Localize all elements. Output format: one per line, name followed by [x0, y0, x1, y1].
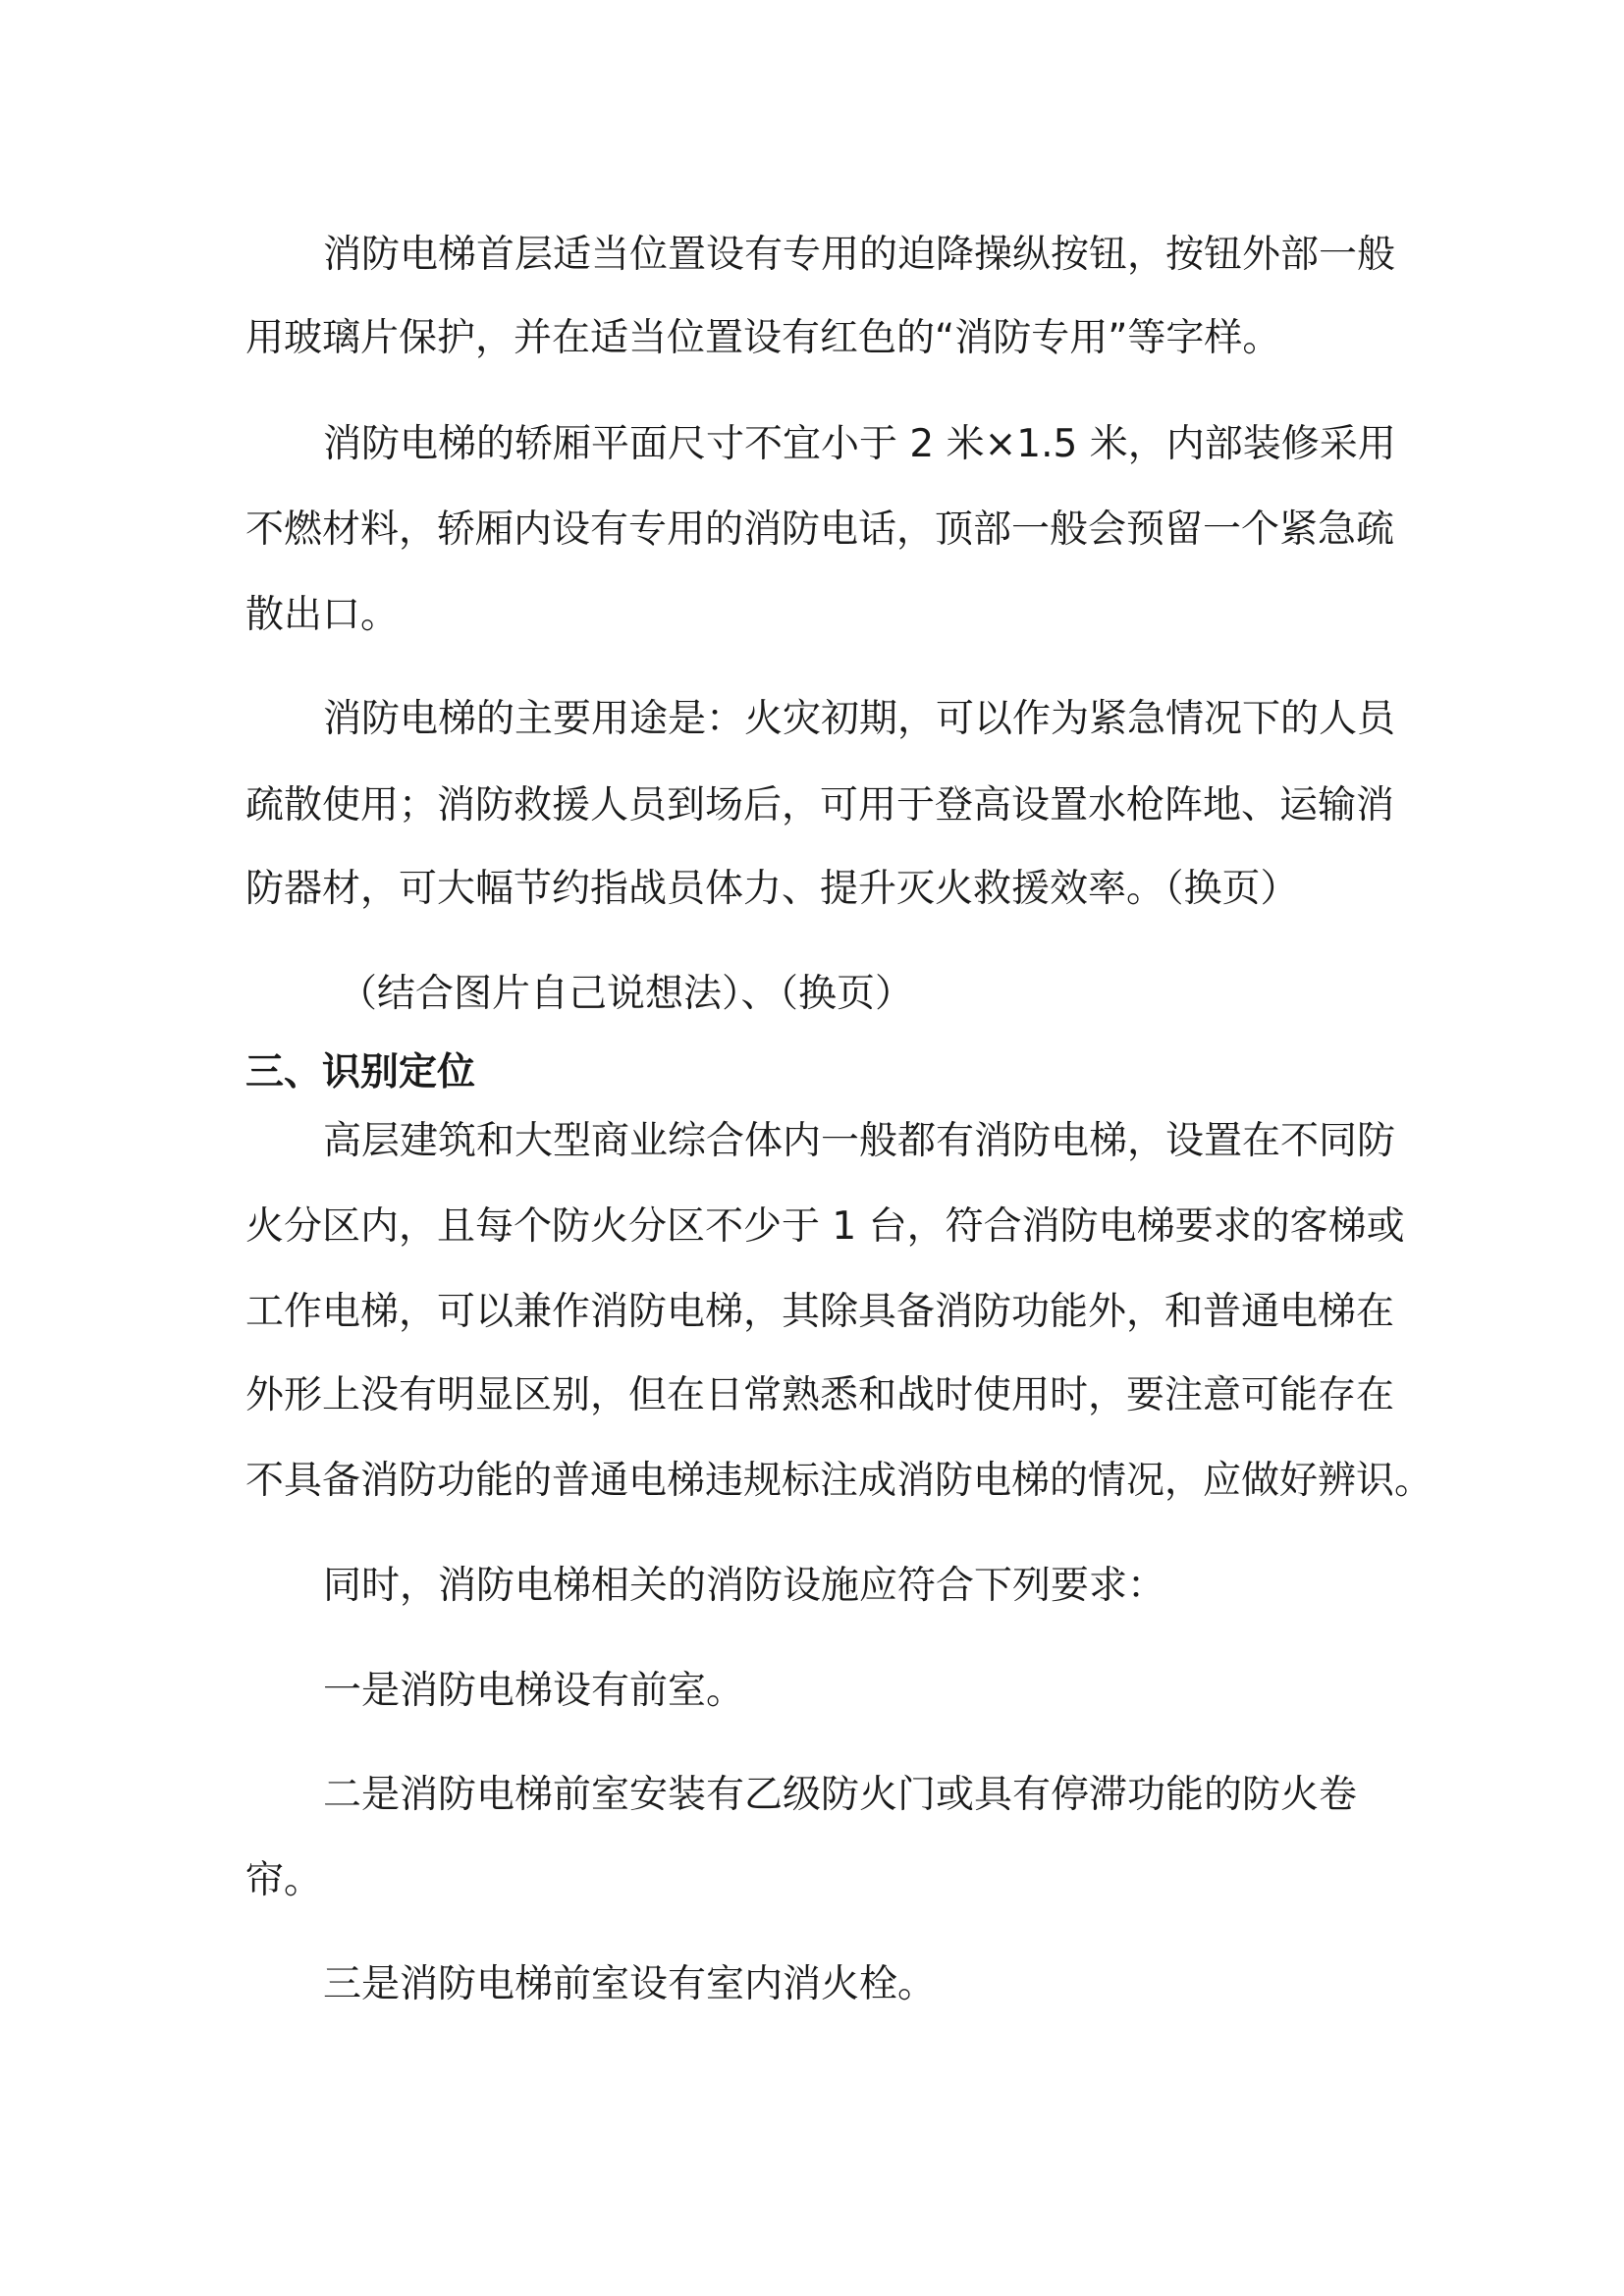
- para5-line: 同时，消防电梯相关的消防设施应符合下列要求：: [323, 1564, 1166, 1608]
- item2-line2: 帘。: [245, 1858, 323, 1902]
- item3-line: 三是消防电梯前室设有室内消火栓。: [323, 1962, 937, 2006]
- para3-line1: 消防电梯的主要用途是：火灾初期，可以作为紧急情况下的人员: [323, 697, 1396, 741]
- item2-line1: 二是消防电梯前室安装有乙级防火门或具有停滞功能的防火卷: [323, 1773, 1358, 1817]
- para4-line1: 高层建筑和大型商业综合体内一般都有消防电梯，设置在不同防: [323, 1119, 1396, 1163]
- item1-line: 一是消防电梯设有前室。: [323, 1669, 745, 1713]
- para1-line1: 消防电梯首层适当位置设有专用的迫降操纵按钮，按钮外部一般: [323, 233, 1396, 277]
- para2-line2: 不燃材料，轿厢内设有专用的消防电话，顶部一般会预留一个紧急疏: [245, 507, 1395, 552]
- para2-line1: 消防电梯的轿厢平面尺寸不宜小于 2 米×1.5 米，内部装修采用: [323, 422, 1396, 466]
- para3-line2: 疏散使用；消防救援人员到场后，可用于登高设置水枪阵地、运输消: [245, 783, 1395, 828]
- para4-line4: 外形上没有明显区别，但在日常熟悉和战时使用时，要注意可能存在: [245, 1373, 1395, 1417]
- para4-line3: 工作电梯，可以兼作消防电梯，其除具备消防功能外，和普通电梯在: [245, 1290, 1395, 1334]
- section-heading: 三、识别定位: [245, 1050, 476, 1095]
- para1-line2: 用玻璃片保护，并在适当位置设有红色的“消防专用”等字样。: [245, 316, 1281, 360]
- para3-line3: 防器材，可大幅节约指战员体力、提升灭火救援效率。（换页）: [245, 867, 1299, 911]
- note-line: （结合图片自己说想法）、（换页）: [339, 972, 914, 1016]
- para4-line2: 火分区内，且每个防火分区不少于 1 台，符合消防电梯要求的客梯或: [245, 1204, 1405, 1249]
- para2-line3: 散出口。: [245, 593, 400, 637]
- para4-line5: 不具备消防功能的普通电梯违规标注成消防电梯的情况，应做好辨识。: [245, 1459, 1434, 1503]
